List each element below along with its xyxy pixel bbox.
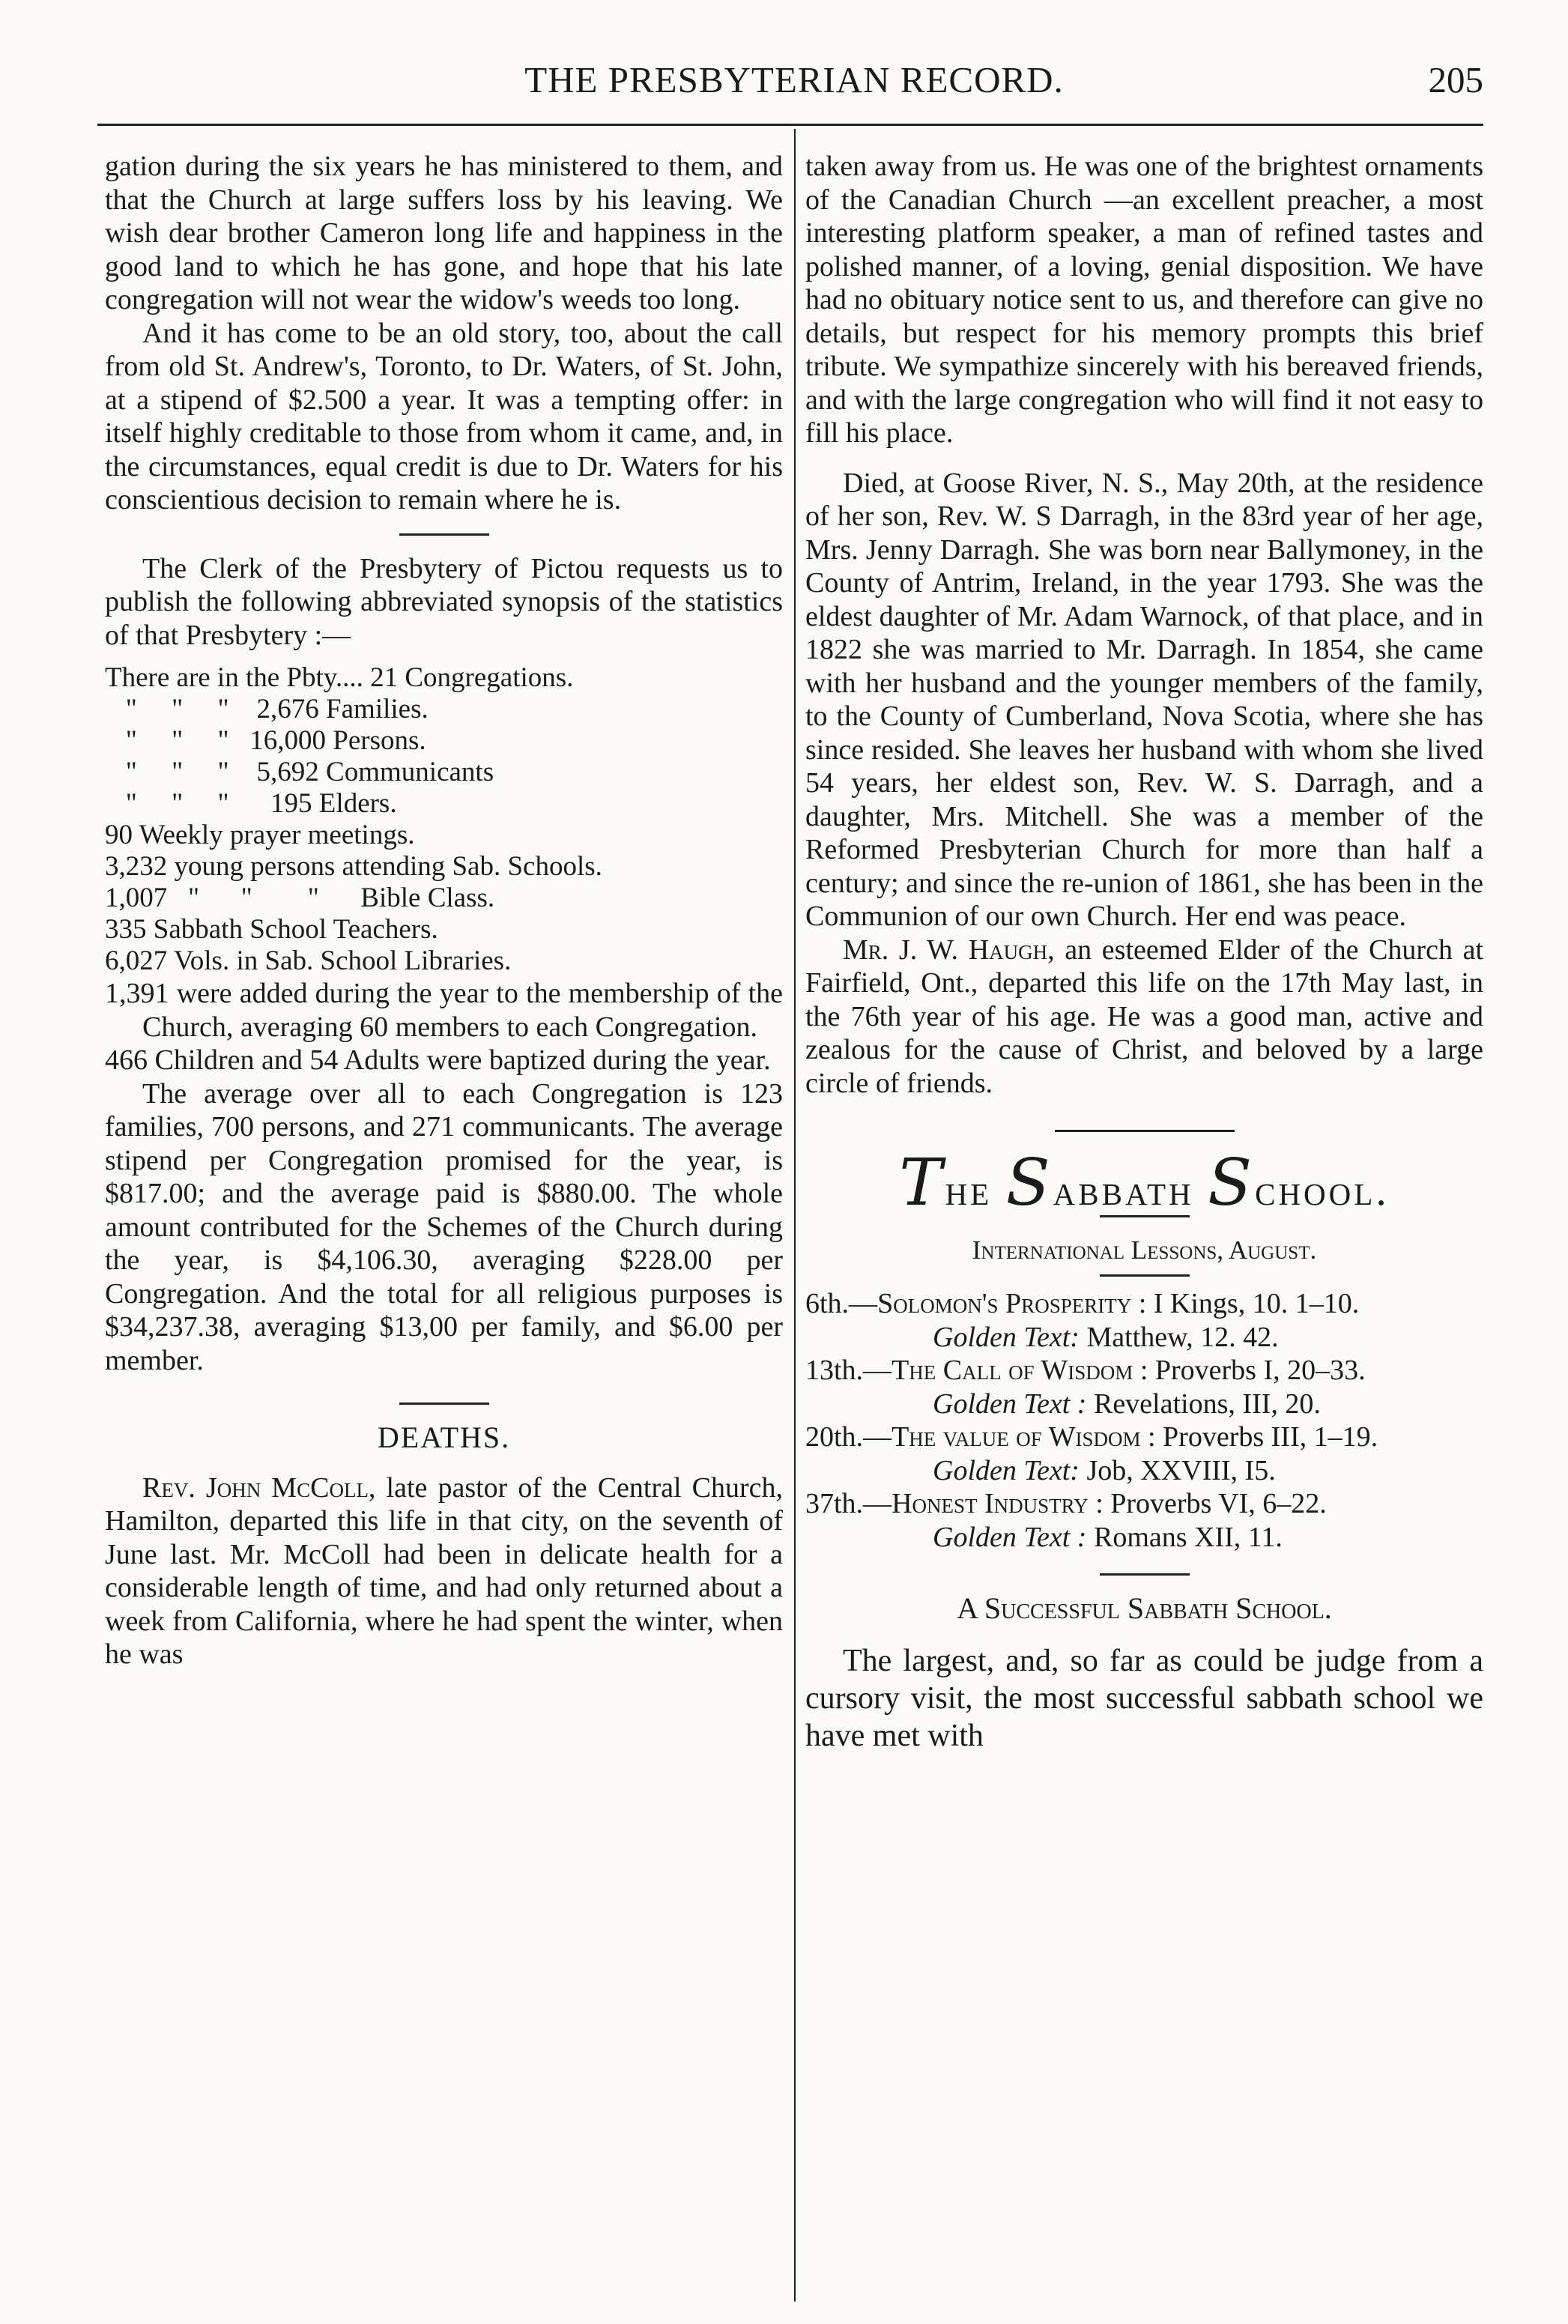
stat-line: " " " 195 Elders. bbox=[105, 788, 397, 819]
mccoll-obituary bbox=[105, 1471, 783, 1671]
right-column bbox=[805, 150, 1483, 1755]
golden-text: Golden Text : Romans XII, 11. bbox=[933, 1521, 1283, 1553]
lessons-heading: International Lessons, August. bbox=[972, 1235, 1317, 1265]
haugh-obituary bbox=[805, 933, 1483, 1101]
deaths-heading: DEATHS. bbox=[377, 1420, 511, 1454]
section-rule bbox=[1100, 1274, 1190, 1277]
left-column bbox=[105, 150, 783, 1671]
section-rule bbox=[1055, 1130, 1235, 1132]
waters-paragraph: And it has come to be an old story, too, about the call from old St. Andrew's, Toronto, to Dr. Waters, of St. John, at a stipend of $2.500 a year. It was a tempting offer: in itself highly creditable to those from whom it came, and, in the circumstances, equal credit is due to Dr. Waters for his conscientious decision to remain where he is. bbox=[105, 317, 783, 515]
mccoll-continuation: taken away from us. He was one of the brightest ornaments of the Canadian Church —an excellent preacher, a most interesting platform speaker, a man of refined tastes and polished manner, of a loving, genial disposition. We have had no obituary notice sent to us, and therefore can give no details, but respect for his memory prompts this brief tribute. We sympathize sincerely with his bereaved friends, and with the large congregation who will find it not easy to fill his place. bbox=[805, 151, 1483, 449]
stat-line: 1,007 " " " Bible Class. bbox=[105, 883, 495, 913]
stat-line: 335 Sabbath School Teachers. bbox=[105, 914, 438, 945]
successful-school-text: The largest, and, so far as could be judge from a cursory visit, the most successful sabbath school we have met with bbox=[805, 1643, 1483, 1753]
golden-text: Golden Text: Job, XXVIII, I5. bbox=[933, 1454, 1276, 1486]
header-rule bbox=[97, 124, 1483, 126]
lesson-list bbox=[805, 1287, 1483, 1554]
haugh-text: an esteemed Elder of the Church at Fairfield, Ont., departed this life on the 17th May last, in the 76th year of his age. He was a good man, active and zealous for the cause of Christ, and beloved by a large circle of friends. bbox=[805, 933, 1483, 1099]
golden-text: Golden Text : Revelations, III, 20. bbox=[933, 1388, 1321, 1420]
sabbath-school-banner: The Sabbath School. bbox=[899, 1146, 1390, 1220]
mccoll-name: Rev. John McColl, bbox=[142, 1471, 376, 1504]
successful-school-heading: A Successful Sabbath School. bbox=[957, 1591, 1332, 1625]
cameron-paragraph: gation during the six years he has ministered to them, and that the Church at large suffers loss by his leaving. We wish dear brother Cameron long life and happiness in the good land to which he has gone, and hope that his late congregation will not wear the widow's weeds too long. bbox=[105, 151, 783, 315]
added-members: 1,391 were added during the year to the membership of the Church, averaging 60 members to each Congregation. bbox=[105, 978, 783, 1043]
stat-line: " " " 2,676 Families. bbox=[105, 694, 429, 724]
lesson-item: 37th.—Honest Industry : Proverbs VI, 6–22. bbox=[805, 1488, 1327, 1519]
darragh-obituary: Died, at Goose River, N. S., May 20th, at the residence of her son, Rev. W. S Darragh, in the 83rd year of her age, Mrs. Jenny Darragh. She was born near Ballymoney, in the County of Antrim, Ireland, in the year 1793. She was the eldest daughter of Mr. Adam Warnock, of that place, and in 1822 she was married to Mr. Darragh. In 1854, she came with her husband and the younger members of the family, to the County of Cumberland, Nova Scotia, where she has since resided. She leaves her husband with whom she lived 54 years, her eldest son, Rev. W. S. Darragh, and a daughter, Mrs. Mitchell. She was a member of the Reformed Presbyterian Church for more than half a century; and since the re-union of 1861, she has been in the Communion of our own Church. Her end was peace. bbox=[805, 467, 1483, 932]
lesson-item: 13th.—The Call of Wisdom : Proverbs I, 20–33. bbox=[805, 1355, 1366, 1386]
pictou-intro: The Clerk of the Presbytery of Pictou requests us to publish the following abbreviated synopsis of the statistics of that Presbytery :— bbox=[105, 552, 783, 651]
baptized-count: 466 Children and 54 Adults were baptized during the year. bbox=[105, 1044, 771, 1076]
running-header bbox=[105, 58, 1483, 111]
stat-line: There are in the Pbty.... 21 Congregations. bbox=[105, 662, 574, 693]
lesson-item: 6th.—Solomon's Prosperity : I Kings, 10. 1–10. bbox=[805, 1288, 1360, 1319]
lesson-item: 20th.—The value of Wisdom : Proverbs III, 1–19. bbox=[805, 1421, 1378, 1453]
average-paragraph: The average over all to each Congregation is 123 families, 700 persons, and 271 communicants. The average stipend per Congregation promised for the year, is $817.00; and the average paid is $880.00. The whole amount contributed for the Schemes of the Church during the year, is $4,106.30, averaging $228.00 per Congregation. And the total for all religious purposes is $34,237.38, averaging $13,00 per family, and $6.00 per member. bbox=[105, 1077, 783, 1376]
stat-line: 90 Weekly prayer meetings. bbox=[105, 820, 415, 850]
stat-line: " " " 5,692 Communicants bbox=[105, 757, 494, 787]
section-rule bbox=[1100, 1215, 1190, 1217]
section-rule bbox=[1100, 1573, 1190, 1576]
statistics-list bbox=[105, 662, 783, 977]
section-rule bbox=[399, 533, 489, 536]
stat-line: " " " 16,000 Persons. bbox=[105, 725, 426, 756]
column-divider bbox=[794, 129, 796, 2302]
haugh-name: Mr. J. W. Haugh, bbox=[843, 933, 1055, 966]
stat-line: 3,232 young persons attending Sab. Schools. bbox=[105, 851, 602, 882]
section-rule bbox=[399, 1402, 489, 1405]
page-number: 205 bbox=[1428, 59, 1483, 100]
mccoll-text: late pastor of the Central Church, Hamilton, departed this life in that city, on the seventh of June last. Mr. McColl had been in delicate health for a considerable length of time, and had only returned about a week from California, where he had spent the winter, when he was bbox=[105, 1471, 783, 1670]
stat-line: 6,027 Vols. in Sab. School Libraries. bbox=[105, 945, 512, 976]
journal-title: THE PRESBYTERIAN RECORD. bbox=[524, 59, 1064, 100]
golden-text: Golden Text: Matthew, 12. 42. bbox=[933, 1321, 1279, 1353]
